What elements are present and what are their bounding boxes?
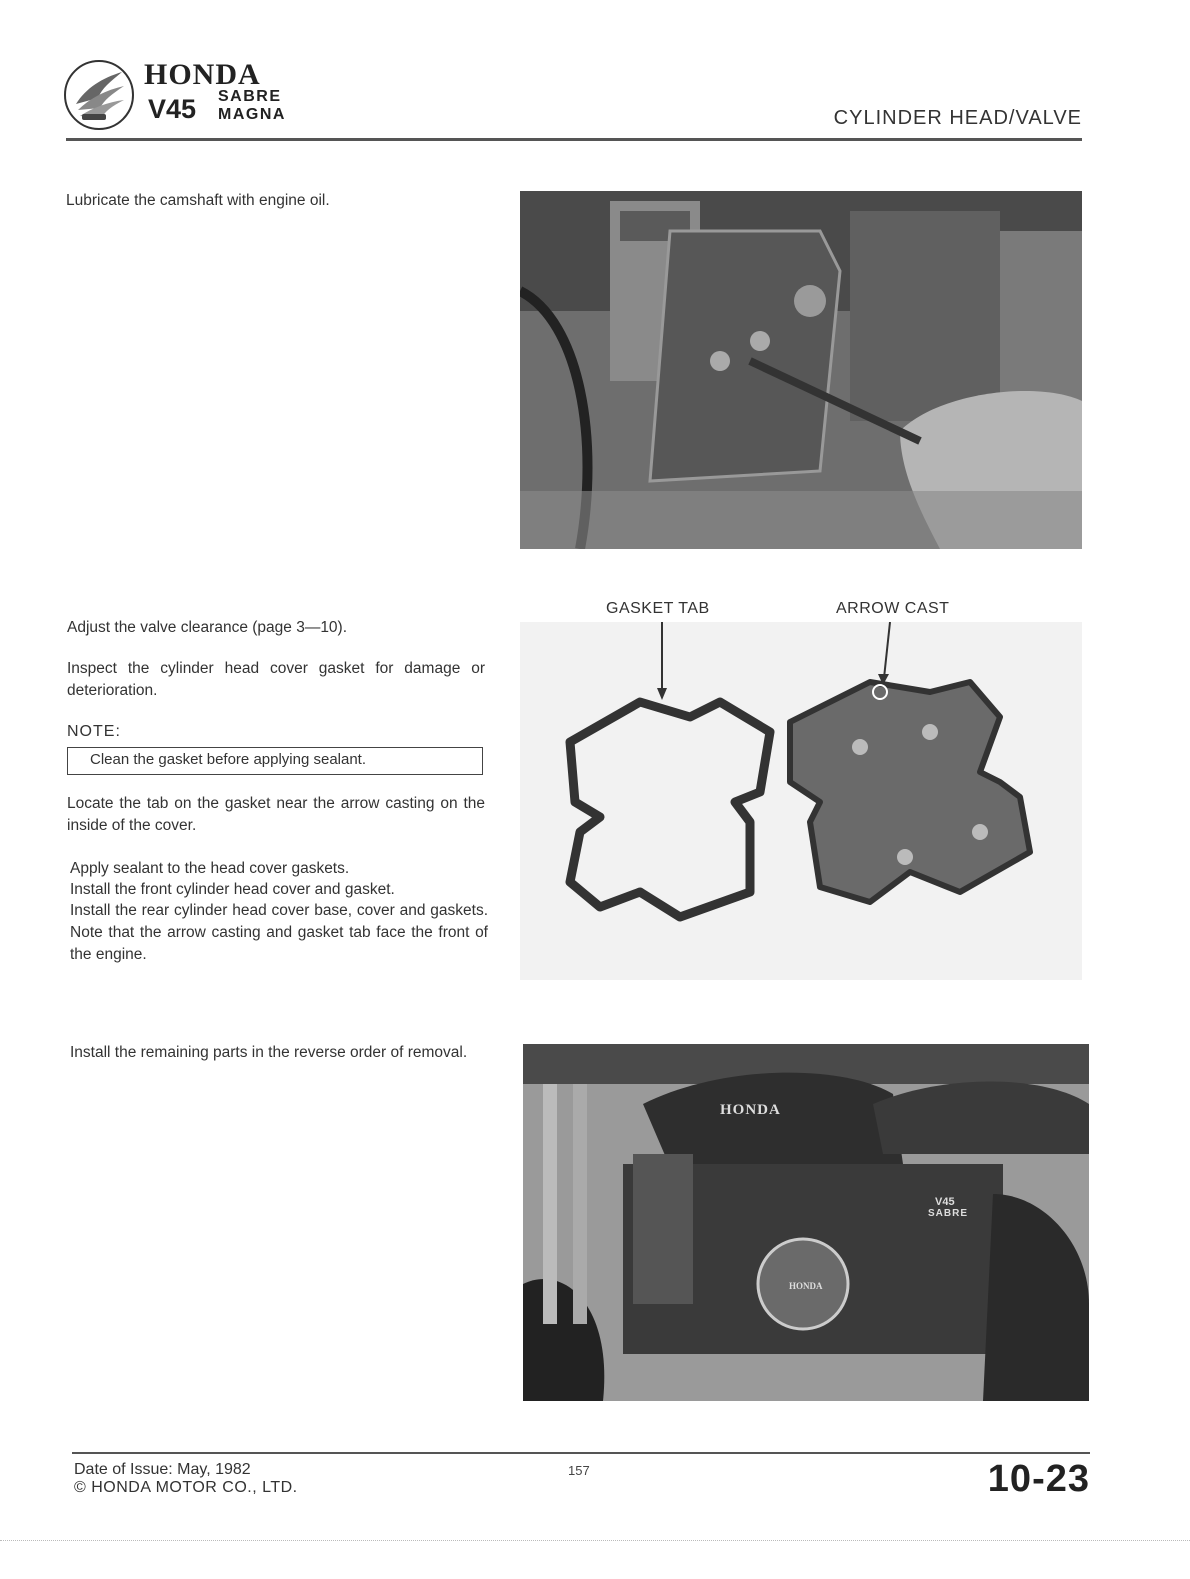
issue-date: Date of Issue: May, 1982: [74, 1461, 251, 1478]
step-install-front: Install the front cylinder head cover and gasket.: [70, 881, 395, 898]
photo-assembled-motorcycle: [523, 1044, 1089, 1401]
side-badge-variant: SABRE: [928, 1208, 969, 1219]
model-name: V45: [148, 94, 197, 124]
side-badge-model: V45: [935, 1196, 955, 1208]
section-title: CYLINDER HEAD/VALVE: [833, 107, 1082, 129]
scan-edge-line: [0, 1540, 1190, 1542]
page-number: 157: [568, 1463, 590, 1478]
note-box: Clean the gasket before applying sealant.: [67, 747, 483, 775]
step-remaining: Install the remaining parts in the reverse order of removal.: [70, 1044, 468, 1061]
step-lubricate: Lubricate the camshaft with engine oil.: [66, 192, 330, 209]
footer-rule: [72, 1452, 1090, 1454]
step-adjust: Adjust the valve clearance (page 3—10).: [67, 619, 348, 636]
section-page-number: 10-23: [987, 1458, 1090, 1500]
note-label: NOTE:: [67, 723, 121, 740]
label-gasket-tab: GASKET TAB: [606, 600, 710, 617]
step-apply: Apply sealant to the head cover gaskets.: [70, 860, 350, 877]
header-rule: [66, 138, 1082, 141]
variant-sabre: SABRE: [218, 88, 282, 105]
label-arrow-cast: ARROW CAST: [836, 600, 950, 617]
clutch-cover-brand: HONDA: [789, 1281, 823, 1291]
copyright: © HONDA MOTOR CO., LTD.: [74, 1479, 298, 1496]
photo-gasket-and-cover: [520, 622, 1082, 980]
photo-camshaft-lubrication: [520, 191, 1082, 549]
step-inspect: Inspect the cylinder head cover gasket for damage or deterioration.: [67, 660, 485, 699]
tank-brand-text: HONDA: [720, 1102, 781, 1118]
variant-magna: MAGNA: [218, 106, 286, 123]
step-install-rear: Install the rear cylinder head cover base, cover and gaskets. Note that the arrow casting and gasket tab face the front of the engine.: [70, 902, 488, 963]
step-locate: Locate the tab on the gasket near the arrow casting on the inside of the cover.: [67, 795, 485, 834]
brand-name: HONDA: [144, 58, 261, 91]
honda-wing-icon: [62, 58, 136, 132]
